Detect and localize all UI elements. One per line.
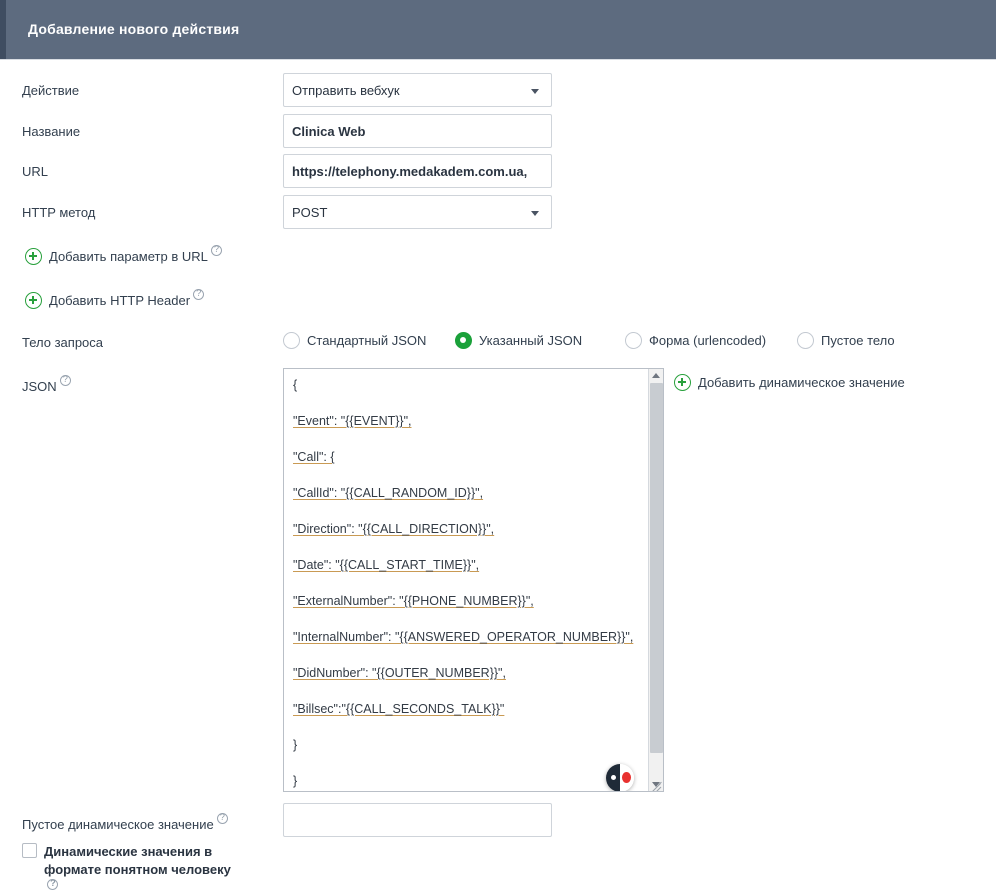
help-icon[interactable] [47, 879, 58, 890]
human-readable-label-text: Динамические значения в формате понятном человеку [44, 844, 231, 877]
url-input-value: https://telephony.medakadem.com.ua, [292, 164, 528, 179]
json-line: } [293, 774, 298, 788]
name-input[interactable] [283, 114, 552, 148]
action-select-value: Отправить вебхук [292, 83, 400, 98]
radio-standard-json[interactable] [283, 332, 426, 349]
json-label [22, 375, 71, 394]
human-readable-checkbox[interactable] [22, 843, 37, 858]
json-editor-content [293, 377, 633, 792]
json-line: "CallId": "{{CALL_RANDOM_ID}}", [293, 486, 484, 500]
name-label: Название [22, 124, 81, 139]
json-line: "ExternalNumber": "{{PHONE_NUMBER}}", [293, 594, 534, 608]
radio-form-urlencoded[interactable] [625, 332, 766, 349]
grammar-checker-icon[interactable] [606, 764, 634, 792]
add-url-param-button[interactable] [25, 245, 222, 265]
http-method-select[interactable] [283, 195, 552, 229]
radio-icon [625, 332, 642, 349]
dialog-header [0, 0, 996, 59]
json-label-text: JSON [22, 379, 57, 394]
json-line: "Call": { [293, 450, 335, 464]
resize-handle[interactable] [650, 778, 662, 790]
header-divider [0, 59, 996, 60]
add-http-header-button[interactable] [25, 289, 204, 309]
action-select[interactable] [283, 73, 552, 107]
chevron-down-icon [531, 211, 539, 216]
json-line: "InternalNumber": "{{ANSWERED_OPERATOR_NUMBER}}", [293, 630, 634, 644]
add-dynamic-value-button[interactable] [674, 374, 905, 391]
chevron-down-icon [531, 89, 539, 94]
add-http-header-label: Добавить HTTP Header [49, 293, 191, 308]
radio-icon [797, 332, 814, 349]
radio-specified-json-label: Указанный JSON [479, 333, 583, 348]
empty-dynamic-label [22, 813, 228, 832]
action-label: Действие [22, 83, 80, 98]
url-label: URL [22, 164, 49, 179]
json-editor-scrollbar[interactable] [648, 369, 663, 791]
plus-circle-icon [674, 374, 691, 391]
json-line: "Date": "{{CALL_START_TIME}}", [293, 558, 480, 572]
request-body-label: Тело запроса [22, 335, 104, 350]
json-line: "Billsec":"{{CALL_SECONDS_TALK}}" [293, 702, 505, 716]
radio-empty-body-label: Пустое тело [821, 333, 895, 348]
json-line: "DidNumber": "{{OUTER_NUMBER}}", [293, 666, 506, 680]
help-icon[interactable] [193, 289, 204, 300]
plus-circle-icon [25, 248, 42, 265]
radio-specified-json[interactable] [455, 332, 582, 349]
url-input[interactable] [283, 154, 552, 188]
json-line: { [293, 378, 298, 392]
add-dynamic-value-label: Добавить динамическое значение [698, 375, 905, 390]
radio-standard-json-label: Стандартный JSON [307, 333, 427, 348]
json-line: } [293, 738, 298, 752]
empty-dynamic-label-text: Пустое динамическое значение [22, 817, 214, 832]
human-readable-label [44, 843, 244, 894]
help-icon[interactable] [60, 375, 71, 386]
scrollbar-thumb[interactable] [650, 383, 663, 753]
json-line: "Direction": "{{CALL_DIRECTION}}", [293, 522, 495, 536]
json-line: "Event": "{{EVENT}}", [293, 414, 412, 428]
http-method-value: POST [292, 205, 328, 220]
empty-dynamic-input[interactable] [283, 803, 552, 837]
radio-icon [283, 332, 300, 349]
scroll-up-icon[interactable] [652, 373, 660, 378]
json-editor[interactable] [283, 368, 664, 792]
plus-circle-icon [25, 292, 42, 309]
radio-form-urlencoded-label: Форма (urlencoded) [649, 333, 767, 348]
help-icon[interactable] [211, 245, 222, 256]
dialog-title: Добавление нового действия [28, 21, 240, 37]
request-body-radio-group [283, 332, 983, 352]
radio-empty-body[interactable] [797, 332, 895, 349]
name-input-value: Clinica Web [292, 124, 366, 139]
radio-icon-selected [455, 332, 472, 349]
help-icon[interactable] [217, 813, 228, 824]
add-url-param-label: Добавить параметр в URL [49, 249, 208, 264]
http-method-label: HTTP метод [22, 205, 96, 220]
